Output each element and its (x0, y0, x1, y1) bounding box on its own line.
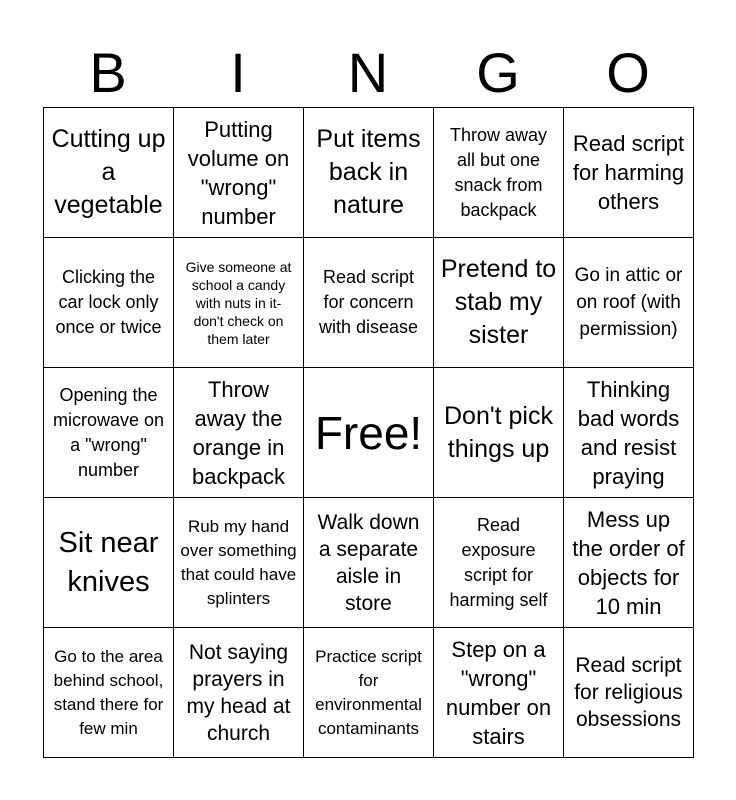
cell-label: Sit near knives (58, 526, 159, 598)
bingo-cell-r4c3[interactable] (304, 498, 434, 628)
cell-label: Read script for harming others (572, 131, 685, 214)
cell-label: Clicking the car lock only once or twice (55, 267, 162, 337)
bingo-header (43, 40, 693, 106)
header-letter-i: I (230, 41, 246, 104)
bingo-cell-r5c5[interactable] (564, 628, 694, 758)
bingo-cell-r4c1[interactable] (44, 498, 174, 628)
cell-label: Give someone at school a candy with nuts in it- don't check on them later (185, 258, 292, 347)
cell-label: Go in attic or on roof (with permission) (574, 265, 683, 340)
cell-label: Read exposure script for harming self (449, 514, 548, 610)
cell-label: Read script for concern with disease (318, 267, 419, 337)
bingo-cell-r3c2[interactable] (174, 368, 304, 498)
bingo-cell-r1c4[interactable] (434, 108, 564, 238)
cell-label: Practice script for environmental contaminants (315, 646, 422, 738)
cell-label: Cutting up a vegetable (51, 125, 166, 219)
bingo-cell-r1c5[interactable] (564, 108, 694, 238)
bingo-cell-r3c3[interactable] (304, 368, 434, 498)
header-letter-b: B (89, 41, 127, 104)
bingo-cell-r2c5[interactable] (564, 238, 694, 368)
bingo-cell-r2c3[interactable] (304, 238, 434, 368)
bingo-cell-r3c5[interactable] (564, 368, 694, 498)
bingo-cell-r5c1[interactable] (44, 628, 174, 758)
cell-label: Pretend to stab my sister (440, 255, 557, 349)
bingo-cell-r3c1[interactable] (44, 368, 174, 498)
cell-label: Opening the microwave on a "wrong" number (52, 384, 165, 480)
cell-label: Throw away all but one snack from backpack (449, 124, 548, 220)
cell-label: Don't pick things up (444, 401, 553, 463)
cell-label: Put items back in nature (316, 125, 421, 219)
cell-label: Putting volume on "wrong" number (187, 116, 290, 229)
bingo-cell-r3c4[interactable] (434, 368, 564, 498)
bingo-cell-r4c2[interactable] (174, 498, 304, 628)
bingo-cell-r2c1[interactable] (44, 238, 174, 368)
cell-label: Not saying prayers in my head at church (186, 640, 291, 745)
cell-label: Throw away the orange in backpack (192, 376, 285, 489)
bingo-cell-r2c4[interactable] (434, 238, 564, 368)
bingo-cell-r1c2[interactable] (174, 108, 304, 238)
bingo-cell-r5c3[interactable] (304, 628, 434, 758)
header-letter-n: N (347, 41, 389, 104)
cell-label: Mess up the order of objects for 10 min (572, 506, 685, 619)
bingo-cell-r4c4[interactable] (434, 498, 564, 628)
cell-label: Read script for religious obsessions (574, 654, 683, 731)
bingo-cell-r1c3[interactable] (304, 108, 434, 238)
cell-label: Go to the area behind school, stand there for few min (53, 646, 164, 738)
header-letter-o: O (606, 41, 650, 104)
header-letter-g: G (476, 41, 520, 104)
bingo-cell-r5c2[interactable] (174, 628, 304, 758)
bingo-card (43, 107, 694, 758)
cell-label: Rub my hand over something that could have splinters (180, 516, 297, 608)
cell-label: Step on a "wrong" number on stairs (445, 636, 552, 749)
bingo-cell-r5c4[interactable] (434, 628, 564, 758)
bingo-cell-r4c5[interactable] (564, 498, 694, 628)
bingo-cell-r2c2[interactable] (174, 238, 304, 368)
cell-label: Walk down a separate aisle in store (317, 510, 420, 615)
cell-label: Thinking bad words and resist praying (577, 376, 680, 489)
bingo-cell-r1c1[interactable] (44, 108, 174, 238)
free-space-label: Free! (314, 406, 423, 459)
